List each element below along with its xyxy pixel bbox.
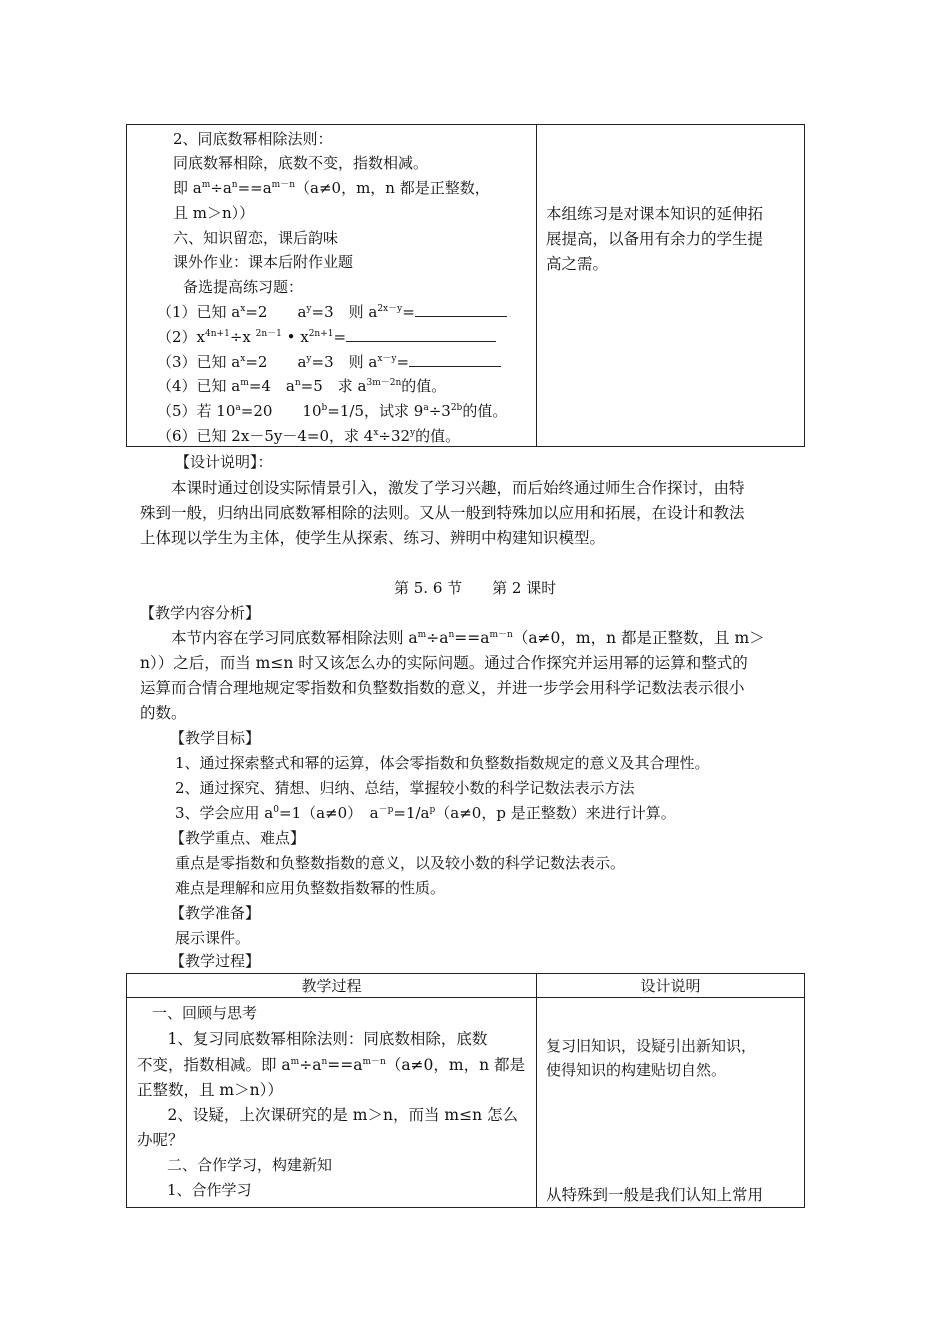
preparation-heading: 【教学准备】 bbox=[170, 904, 261, 922]
process-note-1: 复习旧知识，设疑引出新知识， bbox=[546, 1037, 757, 1055]
process-note-2: 使得知识的构建贴切自然。 bbox=[546, 1061, 727, 1079]
goals-heading: 【教学目标】 bbox=[170, 729, 261, 747]
process-review-1: 1、复习同底数幂相除法则：同底数相除，底数 bbox=[152, 1030, 488, 1048]
process-col-header-right: 设计说明 bbox=[640, 977, 701, 995]
design-note-line-3: 上体现以学生为主体，使学生从探索、练习、辨明中构建知识模型。 bbox=[140, 529, 606, 547]
analysis-heading: 【教学内容分析】 bbox=[140, 604, 261, 622]
design-note-heading: 【设计说明】： bbox=[175, 453, 273, 471]
difficult-point: 难点是理解和应用负整数指数幂的性质。 bbox=[175, 879, 446, 897]
process-review-3: 正整数，且 m＞n）） bbox=[137, 1081, 283, 1099]
design-note-line-1: 本课时通过创设实际情景引入，激发了学习兴趣，而后始终通过师生合作探讨，由特 bbox=[140, 479, 745, 497]
exercise-3: （3）已知 $a^x=2$ $a^y=3$ 则 $a^{x-y}=$ bbox=[157, 352, 501, 372]
analysis-line-2: n））之后，而当 m≤n 时又该怎么办的实际问题。通过合作探究并运用幂的运算和整式的 bbox=[140, 654, 748, 672]
exercise-design-note-1: 本组练习是对课本知识的延伸拓 bbox=[546, 205, 764, 223]
exercise-table-divider bbox=[536, 124, 537, 447]
key-point: 重点是零指数和负整数指数的意义，以及较小数的科学记数法表示。 bbox=[175, 854, 626, 872]
process-question-2: 办呢？ bbox=[137, 1131, 184, 1149]
exercise-6: （6）已知 2x－5y－4=0，求 $4^x\div 32^y$的值。 bbox=[157, 427, 461, 445]
section-title: 第 5. 6 节 第 2 课时 bbox=[394, 579, 557, 597]
section-six-title: 六、知识留恋，课后韵味 bbox=[173, 229, 339, 247]
process-table-header-rule bbox=[126, 997, 805, 998]
goal-2: 2、通过探究、猜想、归纳、总结，掌握较小数的科学记数法表示方法 bbox=[175, 779, 635, 797]
exercise-2: $(2)x^{4n+1}\div x$ $^{2n-1}$ • $x^{2n+1}=$ bbox=[157, 327, 496, 347]
process-col-header-left: 教学过程 bbox=[301, 977, 362, 995]
process-heading: 【教学过程】 bbox=[170, 952, 261, 970]
key-points-heading: 【教学重点、难点】 bbox=[170, 829, 306, 847]
process-table-divider bbox=[536, 973, 537, 1208]
exercise-design-note-3: 高之需。 bbox=[546, 255, 609, 273]
rule-formula: 即 $a^m\div a^n==a^{m-n}(a\ne 0$，m，n 都是正整数， bbox=[173, 179, 490, 197]
process-note-3: 从特殊到一般是我们认知上常用 bbox=[546, 1186, 764, 1204]
goal-1: 1、通过探索整式和幂的运算，体会零指数和负整数指数规定的意义及其合理性。 bbox=[175, 754, 710, 772]
analysis-line-3: 运算而合情合理地规定零指数和负整数指数的意义，并进一步学会用科学记数法表示很小 bbox=[140, 679, 745, 697]
analysis-line-4: 的数。 bbox=[140, 704, 187, 722]
process-coop-1: 1、合作学习 bbox=[152, 1181, 252, 1199]
rule-title: 2、同底数幂相除法则： bbox=[173, 130, 333, 148]
goal-3: 3、学会应用 $a^0=1(a\ne 0)$ $a^{-p}=1/a^p(a\ne 0$，p 是正整数）来进行计算。 bbox=[175, 804, 676, 822]
exercise-1: （1）已知 $a^x=2$ $a^y=3$ 则 $a^{2x-y}=$ bbox=[157, 302, 507, 322]
design-note-line-2: 殊到一般，归纳出同底数幂相除的法则。又从一般到特殊加以应用和拓展，在设计和教法 bbox=[140, 504, 745, 522]
process-review-2: 不变，指数相减。即 $a^m\div a^n==a^{m-n}(a\ne 0$，m，n 都是 bbox=[137, 1056, 526, 1074]
rule-condition: 且 m＞n）） bbox=[173, 204, 255, 222]
extra-exercises-title: 备选提高练习题： bbox=[183, 278, 304, 296]
analysis-line-1: 本节内容在学习同底数幂相除法则 $a^m\div a^n==a^{m-n}(a\ne 0$，m，n 都是正整数，且 m＞ bbox=[140, 629, 765, 647]
exercise-design-note-2: 展提高，以备用有余力的学生提 bbox=[546, 230, 764, 248]
process-coop-title: 二、合作学习，构建新知 bbox=[152, 1156, 333, 1174]
rule-statement: 同底数幂相除，底数不变，指数相减。 bbox=[173, 154, 429, 172]
process-review-title: 一、回顾与思考 bbox=[152, 1004, 258, 1022]
exercise-5: （5）若 $10^a=20$ $10^b=1/5$，试求 $9^a\div 3^{2b}$的值。 bbox=[157, 402, 508, 420]
preparation-text: 展示课件。 bbox=[175, 929, 251, 947]
exercise-4: （4）已知 $a^m=4$ $a^n=5$ 求 $a^{3m-2n}$的值。 bbox=[157, 377, 447, 395]
homework-line: 课外作业：课本后附作业题 bbox=[173, 253, 354, 271]
process-question-1: 2、设疑，上次课研究的是 m＞n，而当 m≤n 怎么 bbox=[152, 1106, 518, 1124]
